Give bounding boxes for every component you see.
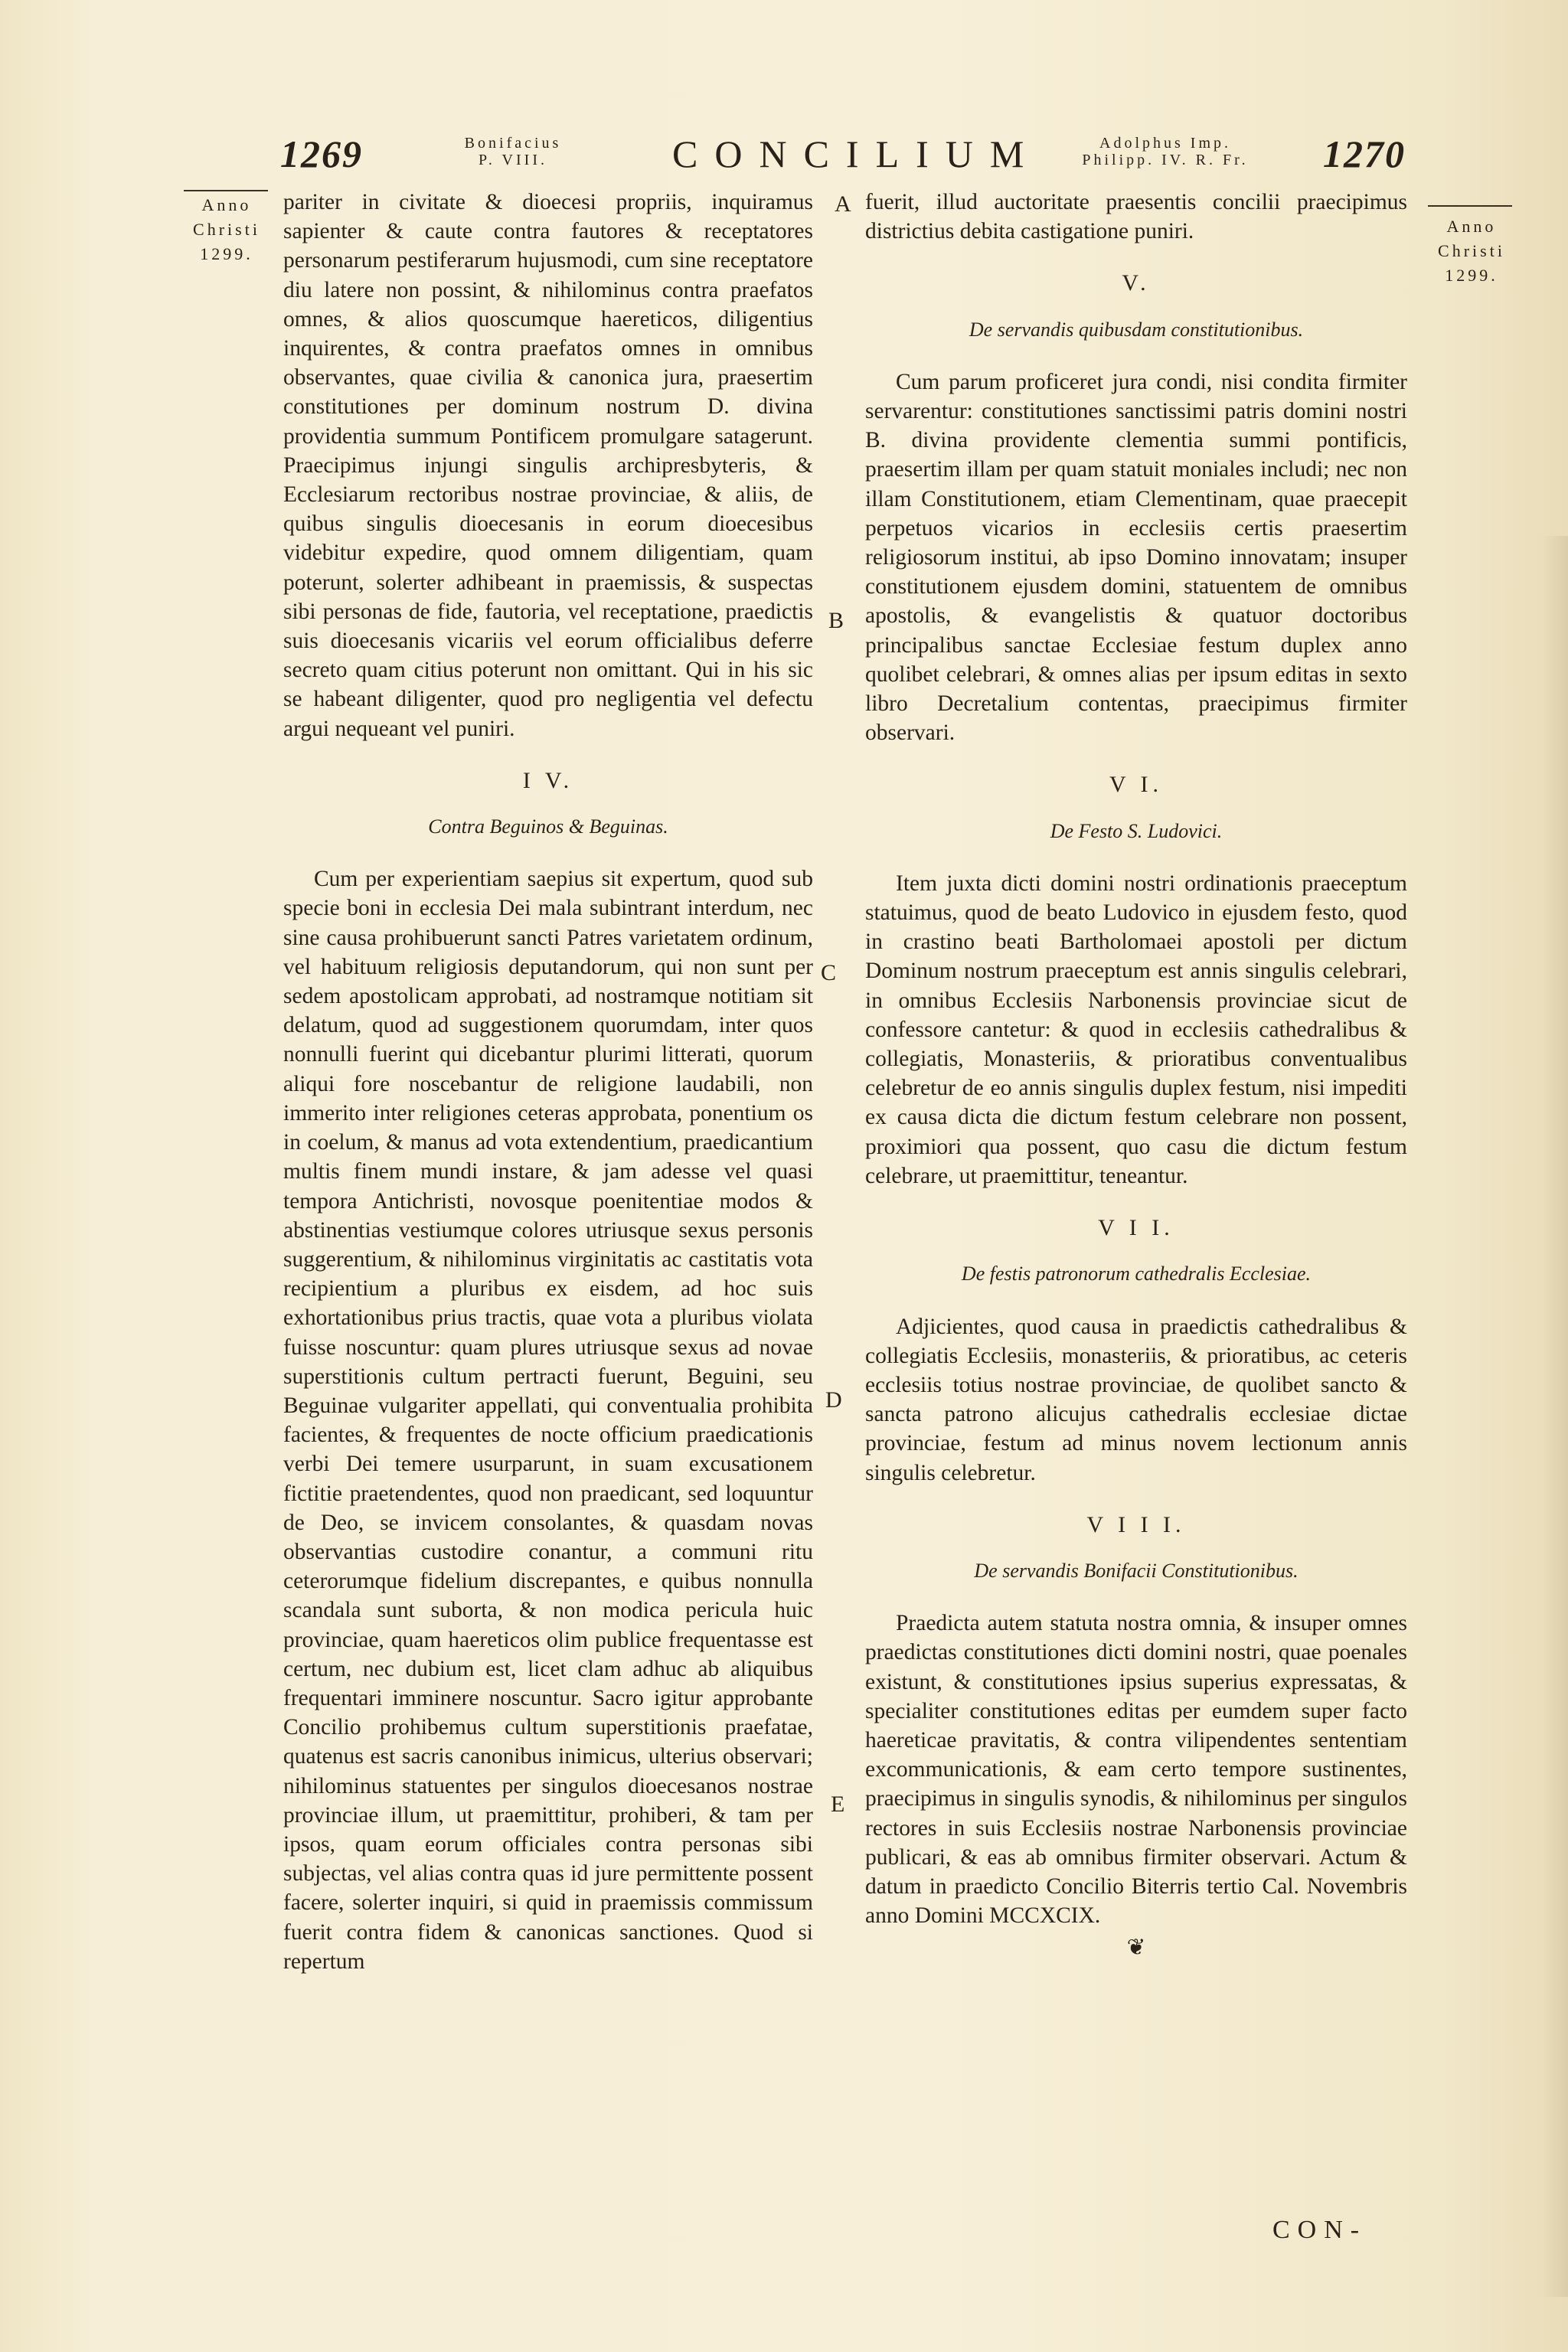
left-page-number: 1269: [280, 132, 363, 175]
section-marker-e: E: [831, 1792, 845, 1817]
page-edge-shadow: [1542, 536, 1568, 2297]
section-vi-title: De Festo S. Ludovici.: [1050, 819, 1223, 842]
right-column-paragraph: fuerit, illud auctoritate praesentis concilii praecipimus districtius debita castigatione puniri.: [865, 190, 1407, 244]
right-page-number: 1270: [1323, 132, 1406, 175]
left-column: [283, 188, 813, 1976]
right-column: [865, 188, 1407, 1963]
section-v-title: De servandis quibusdam constitutionibus.: [969, 318, 1304, 341]
right-margin-line2: Christi: [1438, 241, 1505, 260]
section-vii-text: Adjicientes, quod causa in praedictis cathedralibus & collegiatis Ecclesiis, monasteriis, & prioratibus, ac ceteris ecclesiis totius nostrae provinciae, de quolibet sancto & sancta patrono alicujus cathedralis ecclesiae dictae provinciae, festum ad minus novem lectionum annis singulis celebretur.: [865, 1314, 1407, 1485]
section-vii-title: De festis patronorum cathedralis Ecclesiae.: [961, 1263, 1312, 1285]
section-iv-text: Cum per experientiam saepius sit expertum, quod sub specie boni in ecclesia Dei mala subintrant interdum, nec sine causa prohibuerunt sancti Patres varietatem ordinum, vel habituum religiosis deputandorum, qui non sunt per sedem apostolicam approbati, ad nostramque notitiam sit delatum, quod ad suggestionem quorumdam, inter quos nonnulli fuerint qui dicebantur plurimi litterati, quorum aliqui fore noscebantur de religione laudabili, non immerito inter religiones ceteras approbata, ponentium os in coelum, & manus ad vota extendentium, praedicantium multis finem mundi instare, & jam adesse vel quasi tempora Antichristi, novosque poenitentiae modos & abstinentias vestiumque colores utriusque sexus personis suggerentium, & nihilominus virginitatis ac castitatis vota recipientium a pluribus ex eisdem, ad hoc suis exhortationibus prius tractis, quae vota a pluribus violata fuisse noscuntur: quam plures utriusque sexus ad novae superstitionis cultum pertracti fuerunt, Beguini, seu Beguinae vulgariter appellati, qui conventualia prohibita facientes, & frequentes de nocte officium praedicationis verbi Dei temere usurparunt, in suam excusationem fictitie praetendentes, quod non praedicant, sed loquuntur de Deo, se invicem consolantes, & quasdam novas observantias custodire conantur, a communi ritu ceterorumque fidelium discrepantes, e quibus nonnulla scandala sunt suborta, & non modica pericula huic provinciae, quam haereticos olim publice frequentasse est certum, nec dubium est, licet clam adhuc ab aliquibus frequentari imminere noscuntur. Sacro igitur approbante Concilio prohibemus cultum superstitionis praefatae, quatenus est sacris canonibus inimicus, ulterius observari; nihilominus statuentes per singulos dioecesanos nostrae provinciae illum, ut praemittitur, prohiberi, & tam per ipsos, quam eorum officiales contra personas sibi subjectas, vel alias contra quas id jure permittente possent facere, solerter inquiri, si quid in praemissis commissum fuerit contra fidem & canonicas sanctiones. Quod si repertum: [283, 867, 813, 1974]
section-marker-a: A: [835, 191, 851, 217]
right-running-head-line2: Philipp. IV. R. Fr.: [1082, 152, 1249, 168]
left-margin-note: [173, 193, 280, 266]
catchword: CON-: [1272, 2216, 1367, 2244]
left-running-head-line1: Bonifacius: [464, 135, 562, 152]
right-margin-note: [1418, 214, 1525, 288]
left-column-paragraph: pariter in civitate & dioecesi propriis, inquiramus sapienter & caute contra fautores & receptatores personarum pestiferarum hujusmodi, cum sine receptatore diu latere non possint, & nihilominus contra praefatos omnes, & alios quoscumque haereticos, diligentius inquirentes, & contra praefatos omnes in omnibus observantes, quae civilia & canonica jura, praesertim constitutiones per dominum nostrum D. divina providentia summum Pontificem promulgare satagerunt. Praecipimus injungi singulis archipresbyteris, & Ecclesiarum rectoribus nostrae provinciae, & aliis, de quibus singulis dioecesanis in eorum dioecesibus videbitur expedire, quod omnem diligentiam, quam poterunt, solerter adhibeant in praemissis, & suspectas sibi personas de fide, fautoria, vel receptatione, praedictis suis dioecesanis vicariis vel eorum officialibus deferre secreto quam citius poterunt non omittant. Qui in his sic se habeant diligenter, quod pro negligentia vel defectu argui nequeant vel puniri.: [283, 190, 813, 741]
section-v-number: V.: [1122, 270, 1151, 296]
section-viii-number: V I I I.: [1086, 1511, 1186, 1537]
right-margin-rule: [1428, 205, 1512, 207]
left-running-head: [436, 135, 590, 168]
section-marker-c: C: [821, 960, 837, 985]
end-ornament: ❦: [1126, 1936, 1146, 1961]
section-viii-title: De servandis Bonifacii Constitutionibus.: [974, 1559, 1298, 1582]
section-marker-b: B: [828, 608, 844, 633]
section-marker-d: D: [825, 1387, 842, 1413]
section-v-text: Cum parum proficeret jura condi, nisi condita firmiter servarentur: constitutiones sanctissimi patris domini nostri B. divina providente clementia summi pontificis, praesertim illam per quam statuit moniales includi; nec non illam Constitutionem, etiam Clementinam, quae praecepit perpetuos vicarios in ecclesiis certis praesertim religiosorum institui, ab ipso Domino innovatam; insuper constitutionem ejusdem domini, statuentem de omnibus apostolis, & evangelistis & quatuor doctoribus principalibus sanctae Ecclesiae festum duplex anno quolibet celebrari, & omnes alias per ipsum editas in sexto libro Decretalium contentas, praecipimus firmiter observari.: [865, 369, 1407, 746]
running-title: CONCILIUM: [672, 132, 1041, 175]
section-vii-number: V I I.: [1098, 1215, 1174, 1241]
left-running-head-line2: P. VIII.: [479, 152, 547, 168]
section-iv-number: I V.: [522, 767, 574, 793]
right-running-head-line1: Adolphus Imp.: [1099, 135, 1231, 152]
left-margin-line1: Anno: [201, 195, 252, 214]
section-iv-title: Contra Beguinos & Beguinas.: [428, 815, 668, 838]
right-margin-line1: Anno: [1446, 217, 1497, 236]
section-vi-number: V I.: [1109, 772, 1164, 798]
right-margin-line3: 1299.: [1445, 266, 1498, 285]
left-margin-line3: 1299.: [200, 244, 253, 263]
right-running-head: [1050, 135, 1280, 168]
section-viii-text: Praedicta autem statuta nostra omnia, & insuper omnes praedictas constitutiones dicti domini nostri, quae poenales existunt, & constitutiones ipsius superius expressatas, & specialiter constitutiones editas per eumdem super facto haereticae pravitatis, & contra vilipendentes sententiam excommunicationis, & eam certo tempore sustinentes, praecipimus in singulis synodis, & nihilominus per singulos rectores in suis Ecclesiis nostrae Narbonensis provinciae publicari, & eas ab omnibus firmiter observari. Actum & datum in praedicto Concilio Biterris tertio Cal. Novembris anno Domini MCCXCIX.: [865, 1611, 1407, 1929]
section-vi-text: Item juxta dicti domini nostri ordinationis praeceptum statuimus, quod de beato Ludovico in ejusdem festo, quod in crastino beati Bartholomaei apostoli per dictum Dominum nostrum praeceptum est annis singulis celebrari, in omnibus Ecclesiis Narbonensis provinciae sicut de confessore cantetur: & quod in ecclesiis cathedralibus & collegiatis, Monasteriis, & prioratibus conventualibus celebretur de eo annis singulis duplex festum, nisi impediti ex causa dicta die dictum festum celebrare non possent, proximiori qua possent, quo casu die dictum festum celebrare, ut praemittitur, teneantur.: [865, 871, 1407, 1188]
left-margin-rule: [184, 190, 268, 191]
left-margin-line2: Christi: [193, 220, 260, 239]
